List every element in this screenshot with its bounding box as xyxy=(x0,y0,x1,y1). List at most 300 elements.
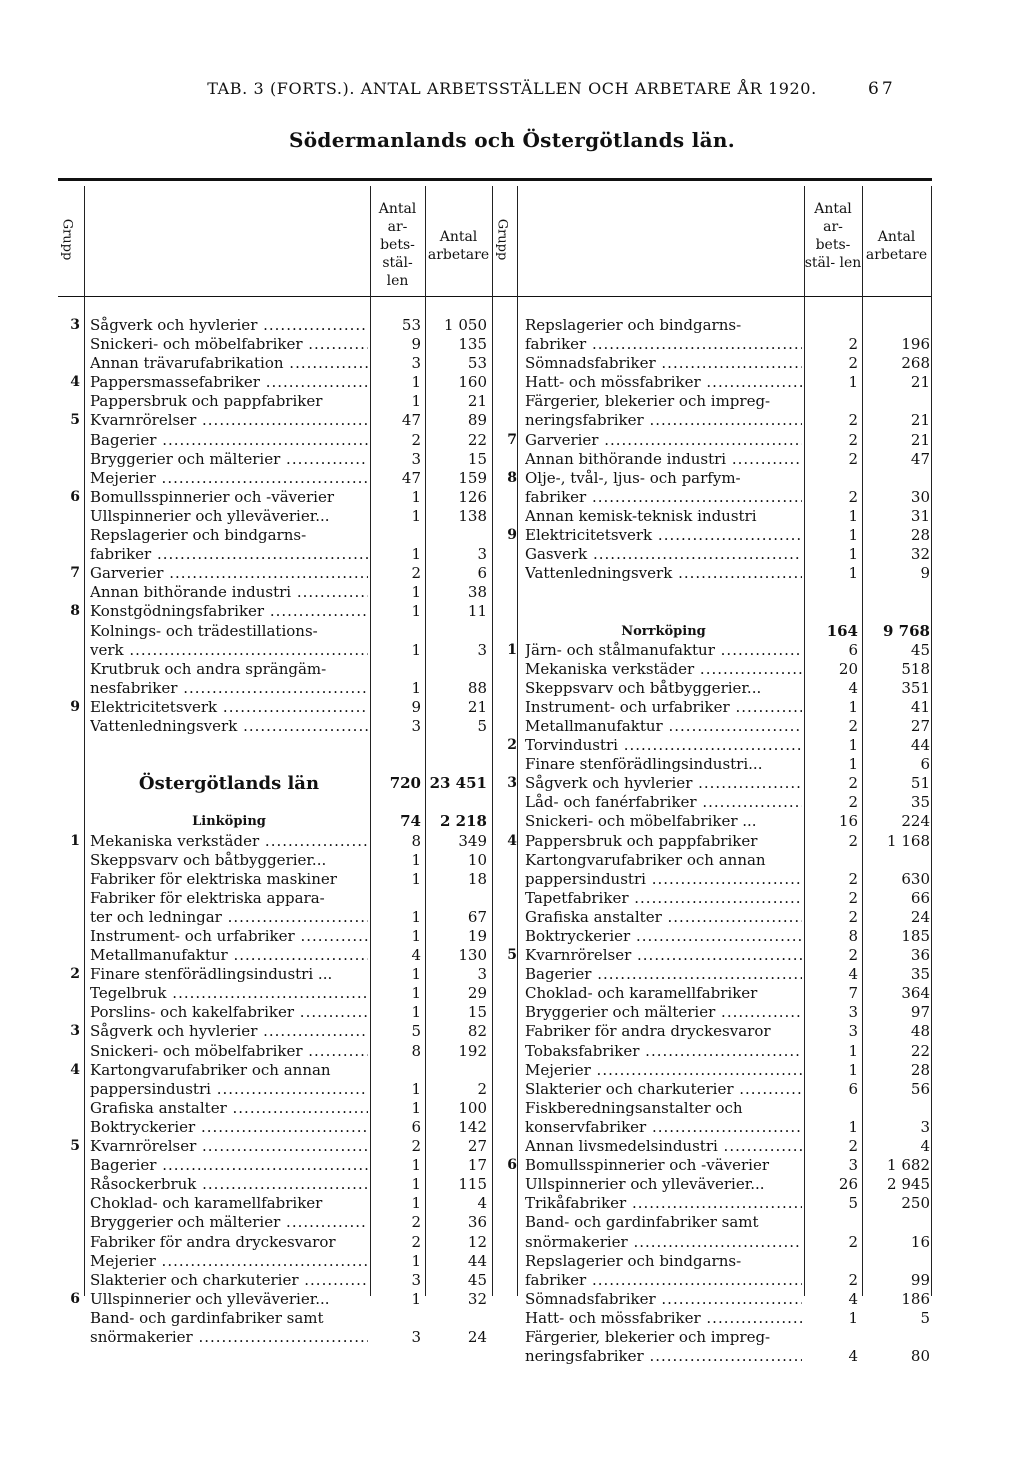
industry-label: Kvarnrörelser ..... xyxy=(525,946,802,965)
industry-label: snörmakerier ..... xyxy=(90,1328,368,1347)
table-row xyxy=(58,450,498,469)
workers-count: 23 451 xyxy=(429,774,487,793)
table-row xyxy=(492,526,932,545)
table-row xyxy=(58,641,498,660)
workers-count: 351 xyxy=(901,678,930,697)
workplaces-count: 1 xyxy=(411,965,421,984)
table-row xyxy=(58,1328,498,1347)
workplaces-count: 2 xyxy=(848,831,858,850)
industry-label: Sågverk och hyvlerier ..... xyxy=(90,316,368,335)
table-row xyxy=(492,1156,932,1175)
workers-count: 1 050 xyxy=(444,316,487,334)
workers-count: 29 xyxy=(467,984,487,1003)
table-row xyxy=(58,755,498,774)
workers-count: 5 xyxy=(477,716,487,735)
workers-count: 28 xyxy=(910,1060,930,1079)
industry-label: fabriker ..... xyxy=(525,1271,802,1290)
group-number: 6 xyxy=(70,488,80,505)
table-row xyxy=(58,927,498,946)
industry-label: Band- och gardinfabriker samt xyxy=(525,1213,759,1232)
table-row xyxy=(492,1347,932,1366)
workers-count: 21 xyxy=(467,697,487,716)
industry-label: Garverier ..... xyxy=(90,564,368,583)
workplaces-count: 3 xyxy=(848,1156,858,1175)
stallen-header-left: Antal ar- bets- stäl- len xyxy=(378,201,417,289)
workers-count: 88 xyxy=(467,678,487,697)
table-row xyxy=(58,1099,498,1118)
industry-label: Instrument- och urfabriker ..... xyxy=(90,927,368,946)
industry-label: Järn- och stålmanufaktur ..... xyxy=(525,641,802,660)
industry-label: Annan kemisk-teknisk industri xyxy=(525,506,757,525)
industry-label: Tobaksfabriker ..... xyxy=(525,1042,802,1061)
industry-label: Sågverk och hyvlerier ..... xyxy=(90,1022,368,1041)
workplaces-count: 1 xyxy=(411,583,421,602)
industry-label: Fabriker för elektriska maskiner xyxy=(90,869,337,888)
table-row xyxy=(58,908,498,927)
industry-label: Fabriker för andra dryckesvaror xyxy=(525,1022,771,1041)
industry-label: Torvindustri ..... xyxy=(525,736,802,755)
workers-count: 138 xyxy=(458,506,487,525)
industry-label: Slakterier och charkuterier ..... xyxy=(90,1271,368,1290)
workplaces-count: 1 xyxy=(848,564,858,583)
workplaces-count: 1 xyxy=(411,1156,421,1175)
industry-label: Mekaniska verkstäder ..... xyxy=(90,832,368,851)
workers-count: 35 xyxy=(910,965,930,984)
group-number: 9 xyxy=(507,527,517,544)
workplaces-count: 4 xyxy=(848,1347,858,1366)
workplaces-count: 1 xyxy=(848,1041,858,1060)
workplaces-count: 1 xyxy=(848,755,858,774)
industry-label: pappersindustri ..... xyxy=(90,1080,368,1099)
workplaces-count: 1 xyxy=(411,1175,421,1194)
table-row xyxy=(58,1156,498,1175)
table-row xyxy=(492,354,932,373)
industry-label: Bomullsspinnerier och -väverier xyxy=(525,1156,770,1175)
industry-label: Slakterier och charkuterier ..... xyxy=(525,1080,802,1099)
industry-label: Ullspinnerier och ylleväverier... xyxy=(525,1175,765,1194)
table-row xyxy=(58,660,498,679)
workers-count: 19 xyxy=(467,927,487,945)
industry-label: neringsfabriker ..... xyxy=(525,411,802,430)
table-row xyxy=(492,1328,932,1347)
workplaces-count: 1 xyxy=(411,506,421,525)
workers-count: 1 168 xyxy=(887,831,930,850)
workers-count: 185 xyxy=(901,927,930,945)
workers-count: 100 xyxy=(458,1098,487,1117)
industry-label: Kvarnrörelser ..... xyxy=(90,411,368,430)
table-row xyxy=(58,354,498,373)
workers-count: 36 xyxy=(910,946,930,965)
industry-label: Grafiska anstalter ..... xyxy=(525,908,802,927)
industry-label: Grafiska anstalter ..... xyxy=(90,1099,368,1118)
workers-count: 21 xyxy=(910,411,930,430)
table-row xyxy=(492,927,932,946)
workers-count: 21 xyxy=(910,430,930,449)
workplaces-count: 2 xyxy=(411,1213,421,1232)
workplaces-count: 3 xyxy=(411,716,421,735)
workers-count: 27 xyxy=(467,1137,487,1156)
workers-count: 32 xyxy=(910,545,930,564)
industry-label: Elektricitetsverk ..... xyxy=(90,698,368,717)
industry-label: Skeppsvarv och båtbyggerier... xyxy=(90,850,327,869)
industry-label: Bryggerier och mälterier ..... xyxy=(525,1003,802,1022)
industry-label: Kvarnrörelser ..... xyxy=(90,1137,368,1156)
group-number: 4 xyxy=(70,374,80,391)
workplaces-count: 5 xyxy=(848,1194,858,1213)
industry-label: snörmakerier ..... xyxy=(525,1233,802,1252)
group-number: 1 xyxy=(507,641,517,658)
table-row xyxy=(492,851,932,870)
workplaces-count: 1 xyxy=(411,1194,421,1213)
workers-count: 15 xyxy=(467,1003,487,1022)
industry-label: Olje-, tvål-, ljus- och parfym- xyxy=(525,468,741,487)
industry-label: Repslagerier och bindgarns- xyxy=(90,526,307,545)
workers-count: 192 xyxy=(458,1041,487,1060)
table-row xyxy=(58,564,498,583)
group-number: 4 xyxy=(507,832,517,849)
industry-label: Pappersmassefabriker ..... xyxy=(90,373,368,392)
workers-count: 3 xyxy=(477,545,487,564)
workers-count: 31 xyxy=(910,506,930,525)
industry-label: Fabriker för andra dryckesvaror xyxy=(90,1232,336,1251)
industry-label: Annan bithörande industri ..... xyxy=(525,450,802,469)
table-row xyxy=(492,1003,932,1022)
table-row xyxy=(492,660,932,679)
industry-label: ter och ledningar ..... xyxy=(90,908,368,927)
workplaces-count: 6 xyxy=(848,1079,858,1098)
workplaces-count: 4 xyxy=(848,678,858,697)
industry-label: Vattenledningsverk ..... xyxy=(90,717,368,736)
workplaces-count: 3 xyxy=(848,1003,858,1022)
group-number: 8 xyxy=(70,603,80,620)
table-row xyxy=(58,717,498,736)
workplaces-count: 26 xyxy=(838,1175,858,1194)
table-row xyxy=(492,1042,932,1061)
industry-label: Krutbruk och andra sprängäm- xyxy=(90,659,327,678)
table-row xyxy=(58,526,498,545)
workplaces-count: 2 xyxy=(848,793,858,812)
group-number: 4 xyxy=(70,1061,80,1078)
workplaces-count: 8 xyxy=(411,1041,421,1060)
group-number: 3 xyxy=(507,775,517,792)
workplaces-count: 2 xyxy=(848,1232,858,1251)
table-row xyxy=(492,316,932,335)
page-header xyxy=(0,79,1024,98)
table-row xyxy=(58,488,498,507)
workplaces-count: 1 xyxy=(848,697,858,716)
industry-label: Instrument- och urfabriker ..... xyxy=(525,698,802,717)
industry-label: Finare stenförädlingsindustri... xyxy=(525,755,763,774)
workplaces-count: 2 xyxy=(848,774,858,793)
table-row xyxy=(58,316,498,335)
table-row xyxy=(58,965,498,984)
group-number: 7 xyxy=(507,431,517,448)
workplaces-count: 16 xyxy=(838,812,858,831)
workplaces-count: 1 xyxy=(411,602,421,621)
workplaces-count: 8 xyxy=(411,831,421,850)
table-row xyxy=(58,469,498,488)
industry-label: Linköping xyxy=(192,814,266,830)
industry-label: Mejerier ..... xyxy=(90,469,368,488)
workplaces-count: 1 xyxy=(411,907,421,926)
stallen-header-right: Antal ar- bets- stäl- len xyxy=(804,201,862,271)
industry-label: Repslagerier och bindgarns- xyxy=(525,1251,742,1270)
table-row xyxy=(492,1213,932,1232)
workplaces-count: 1 xyxy=(411,1079,421,1098)
table-row xyxy=(492,1080,932,1099)
table-row xyxy=(492,1175,932,1194)
workers-count: 3 xyxy=(477,965,487,984)
workers-count: 66 xyxy=(910,888,930,907)
group-number: 2 xyxy=(507,737,517,754)
table-row xyxy=(58,946,498,965)
industry-label: Annan trävarufabrikation ..... xyxy=(90,354,368,373)
workers-count: 224 xyxy=(901,812,930,831)
workplaces-count: 4 xyxy=(411,946,421,965)
industry-label: fabriker ..... xyxy=(525,488,802,507)
workplaces-count: 7 xyxy=(848,984,858,1003)
workplaces-count: 4 xyxy=(848,965,858,984)
arbetare-header-right: Antal arbetare xyxy=(865,229,928,263)
table-row xyxy=(58,984,498,1003)
table-row xyxy=(58,889,498,908)
workplaces-count: 2 xyxy=(848,335,858,354)
table-row xyxy=(492,602,932,621)
table-row xyxy=(492,583,932,602)
table-row xyxy=(492,812,932,831)
workers-count: 250 xyxy=(901,1194,930,1213)
workers-count: 22 xyxy=(467,430,487,449)
workers-count: 28 xyxy=(910,526,930,545)
workplaces-count: 1 xyxy=(411,984,421,1003)
group-number: 8 xyxy=(507,469,517,486)
workers-count: 135 xyxy=(458,335,487,354)
table-row xyxy=(58,1194,498,1213)
table-row xyxy=(58,411,498,430)
workplaces-count: 2 xyxy=(848,1270,858,1289)
industry-label: Choklad- och karamellfabriker xyxy=(525,984,758,1003)
table-row xyxy=(492,545,932,564)
table-row xyxy=(58,698,498,717)
workplaces-count: 2 xyxy=(848,1137,858,1156)
workers-count: 2 945 xyxy=(887,1175,930,1194)
workplaces-count: 1 xyxy=(411,927,421,945)
industry-label: fabriker ..... xyxy=(525,335,802,354)
industry-label: Fiskberedningsanstalter och xyxy=(525,1098,743,1117)
industry-label: Elektricitetsverk ..... xyxy=(525,526,802,545)
workers-count: 518 xyxy=(901,659,930,678)
workplaces-count: 53 xyxy=(401,316,421,334)
arbetare-header-left: Antal arbetare xyxy=(427,229,490,263)
workplaces-count: 2 xyxy=(411,564,421,583)
workplaces-count: 1 xyxy=(848,373,858,392)
workplaces-count: 1 xyxy=(848,736,858,755)
table-row xyxy=(58,1022,498,1041)
table-row xyxy=(58,392,498,411)
page-title: Södermanlands och Östergötlands län. xyxy=(289,128,735,152)
industry-label: pappersindustri ..... xyxy=(525,870,802,889)
workplaces-count: 1 xyxy=(411,1098,421,1117)
workers-count: 30 xyxy=(910,487,930,506)
table-row xyxy=(492,488,932,507)
workplaces-count: 3 xyxy=(411,1327,421,1346)
table-row xyxy=(58,1290,498,1309)
table-row xyxy=(492,889,932,908)
table-row xyxy=(58,335,498,354)
table-row xyxy=(58,373,498,392)
workplaces-count: 9 xyxy=(411,697,421,716)
industry-label: Repslagerier och bindgarns- xyxy=(525,316,742,334)
page-number: 67 xyxy=(868,79,896,99)
left-table xyxy=(58,316,498,1347)
table-row xyxy=(492,870,932,889)
workplaces-count: 1 xyxy=(848,1060,858,1079)
group-number: 9 xyxy=(70,698,80,715)
workers-count: 24 xyxy=(910,907,930,926)
workplaces-count: 3 xyxy=(848,1022,858,1041)
table-row xyxy=(492,1061,932,1080)
workers-count: 53 xyxy=(467,354,487,373)
industry-label: Färgerier, blekerier och impreg- xyxy=(525,392,771,411)
industry-label: Pappersbruk och pappfabriker xyxy=(525,831,758,850)
table-row xyxy=(58,736,498,755)
table-row xyxy=(58,507,498,526)
workplaces-count: 2 xyxy=(411,1137,421,1156)
workers-count: 1 682 xyxy=(887,1156,930,1175)
workers-count: 5 xyxy=(920,1308,930,1327)
workers-count: 126 xyxy=(458,487,487,506)
table-row xyxy=(492,564,932,583)
industry-label: Bagerier ..... xyxy=(90,1156,368,1175)
industry-label: Östergötlands län xyxy=(138,773,320,795)
industry-label: verk ..... xyxy=(90,641,368,660)
workplaces-count: 2 xyxy=(848,430,858,449)
industry-label: Choklad- och karamellfabriker xyxy=(90,1194,323,1213)
table-row xyxy=(58,1252,498,1271)
industry-label: Boktryckerier ..... xyxy=(90,1118,368,1137)
workers-count: 82 xyxy=(467,1022,487,1041)
workers-count: 196 xyxy=(901,335,930,354)
table-row xyxy=(58,1137,498,1156)
industry-label: nesfabriker ..... xyxy=(90,679,368,698)
workplaces-count: 8 xyxy=(848,927,858,945)
table-row xyxy=(58,583,498,602)
industry-label: Ullspinnerier och ylleväverier... xyxy=(90,1289,330,1308)
industry-label: Kartongvarufabriker och annan xyxy=(90,1060,331,1079)
industry-label: Bagerier ..... xyxy=(90,431,368,450)
workplaces-count: 164 xyxy=(826,621,858,640)
industry-label: Bagerier ..... xyxy=(525,965,802,984)
workers-count: 15 xyxy=(467,449,487,468)
right-table xyxy=(492,316,932,1366)
table-row xyxy=(58,1213,498,1232)
workplaces-count: 2 xyxy=(411,1232,421,1251)
industry-label: Boktryckerier ..... xyxy=(525,927,802,946)
workers-count: 41 xyxy=(910,697,930,716)
workers-count: 10 xyxy=(467,850,487,869)
workers-count: 4 xyxy=(477,1194,487,1213)
workers-count: 99 xyxy=(910,1270,930,1289)
workers-count: 51 xyxy=(910,774,930,793)
workers-count: 4 xyxy=(920,1137,930,1156)
industry-label: Bryggerier och mälterier ..... xyxy=(90,450,368,469)
workers-count: 349 xyxy=(458,831,487,850)
table-row xyxy=(58,774,498,793)
group-number: 5 xyxy=(70,412,80,429)
table-row xyxy=(492,717,932,736)
workers-count: 32 xyxy=(467,1289,487,1308)
table-row xyxy=(492,1194,932,1213)
industry-label: Hatt- och mössfabriker ..... xyxy=(525,373,802,392)
workplaces-count: 1 xyxy=(411,850,421,869)
industry-label: Porslins- och kakelfabriker ..... xyxy=(90,1003,368,1022)
industry-label: Band- och gardinfabriker samt xyxy=(90,1308,324,1327)
workplaces-count: 2 xyxy=(848,888,858,907)
workers-count: 36 xyxy=(467,1213,487,1232)
workers-count: 130 xyxy=(458,946,487,965)
workers-count: 56 xyxy=(910,1079,930,1098)
workplaces-count: 2 xyxy=(411,430,421,449)
industry-label: Hatt- och mössfabriker ..... xyxy=(525,1309,802,1328)
workers-count: 364 xyxy=(901,984,930,1003)
workplaces-count: 1 xyxy=(411,869,421,888)
table-row xyxy=(492,1252,932,1271)
workers-count: 9 768 xyxy=(883,621,930,640)
workplaces-count: 1 xyxy=(411,640,421,659)
workers-count: 38 xyxy=(467,583,487,602)
workplaces-count: 3 xyxy=(411,449,421,468)
workers-count: 11 xyxy=(467,602,487,621)
industry-label: Annan livsmedelsindustri ..... xyxy=(525,1137,802,1156)
workers-count: 6 xyxy=(920,755,930,774)
workplaces-count: 47 xyxy=(401,411,421,430)
workplaces-count: 720 xyxy=(389,774,421,793)
industry-label: Vattenledningsverk ..... xyxy=(525,564,802,583)
industry-label: Trikåfabriker ..... xyxy=(525,1194,802,1213)
table-row xyxy=(492,1118,932,1137)
workplaces-count: 1 xyxy=(411,545,421,564)
group-number: 5 xyxy=(507,947,517,964)
group-number: 6 xyxy=(70,1290,80,1307)
industry-label: fabriker ..... xyxy=(90,545,368,564)
table-row xyxy=(58,1061,498,1080)
table-row xyxy=(492,1309,932,1328)
workers-count: 47 xyxy=(910,449,930,468)
industry-label: Gasverk ..... xyxy=(525,545,802,564)
table-row xyxy=(492,946,932,965)
table-row xyxy=(492,431,932,450)
workers-count: 3 xyxy=(920,1117,930,1136)
workplaces-count: 1 xyxy=(848,545,858,564)
table-row xyxy=(58,1042,498,1061)
group-number: 2 xyxy=(70,966,80,983)
workplaces-count: 1 xyxy=(411,392,421,411)
workers-count: 142 xyxy=(458,1117,487,1136)
table-row xyxy=(58,1309,498,1328)
table-row xyxy=(492,392,932,411)
industry-label: Bryggerier och mälterier ..... xyxy=(90,1213,368,1232)
industry-label: Konstgödningsfabriker ..... xyxy=(90,602,368,621)
workers-count: 45 xyxy=(910,640,930,659)
workplaces-count: 3 xyxy=(411,354,421,373)
table-row xyxy=(58,851,498,870)
workplaces-count: 1 xyxy=(411,678,421,697)
workers-count: 67 xyxy=(467,907,487,926)
workers-count: 18 xyxy=(467,869,487,888)
industry-label: Kartongvarufabriker och annan xyxy=(525,850,766,869)
industry-label: Fabriker för elektriska appara- xyxy=(90,888,325,907)
workplaces-count: 47 xyxy=(401,468,421,487)
